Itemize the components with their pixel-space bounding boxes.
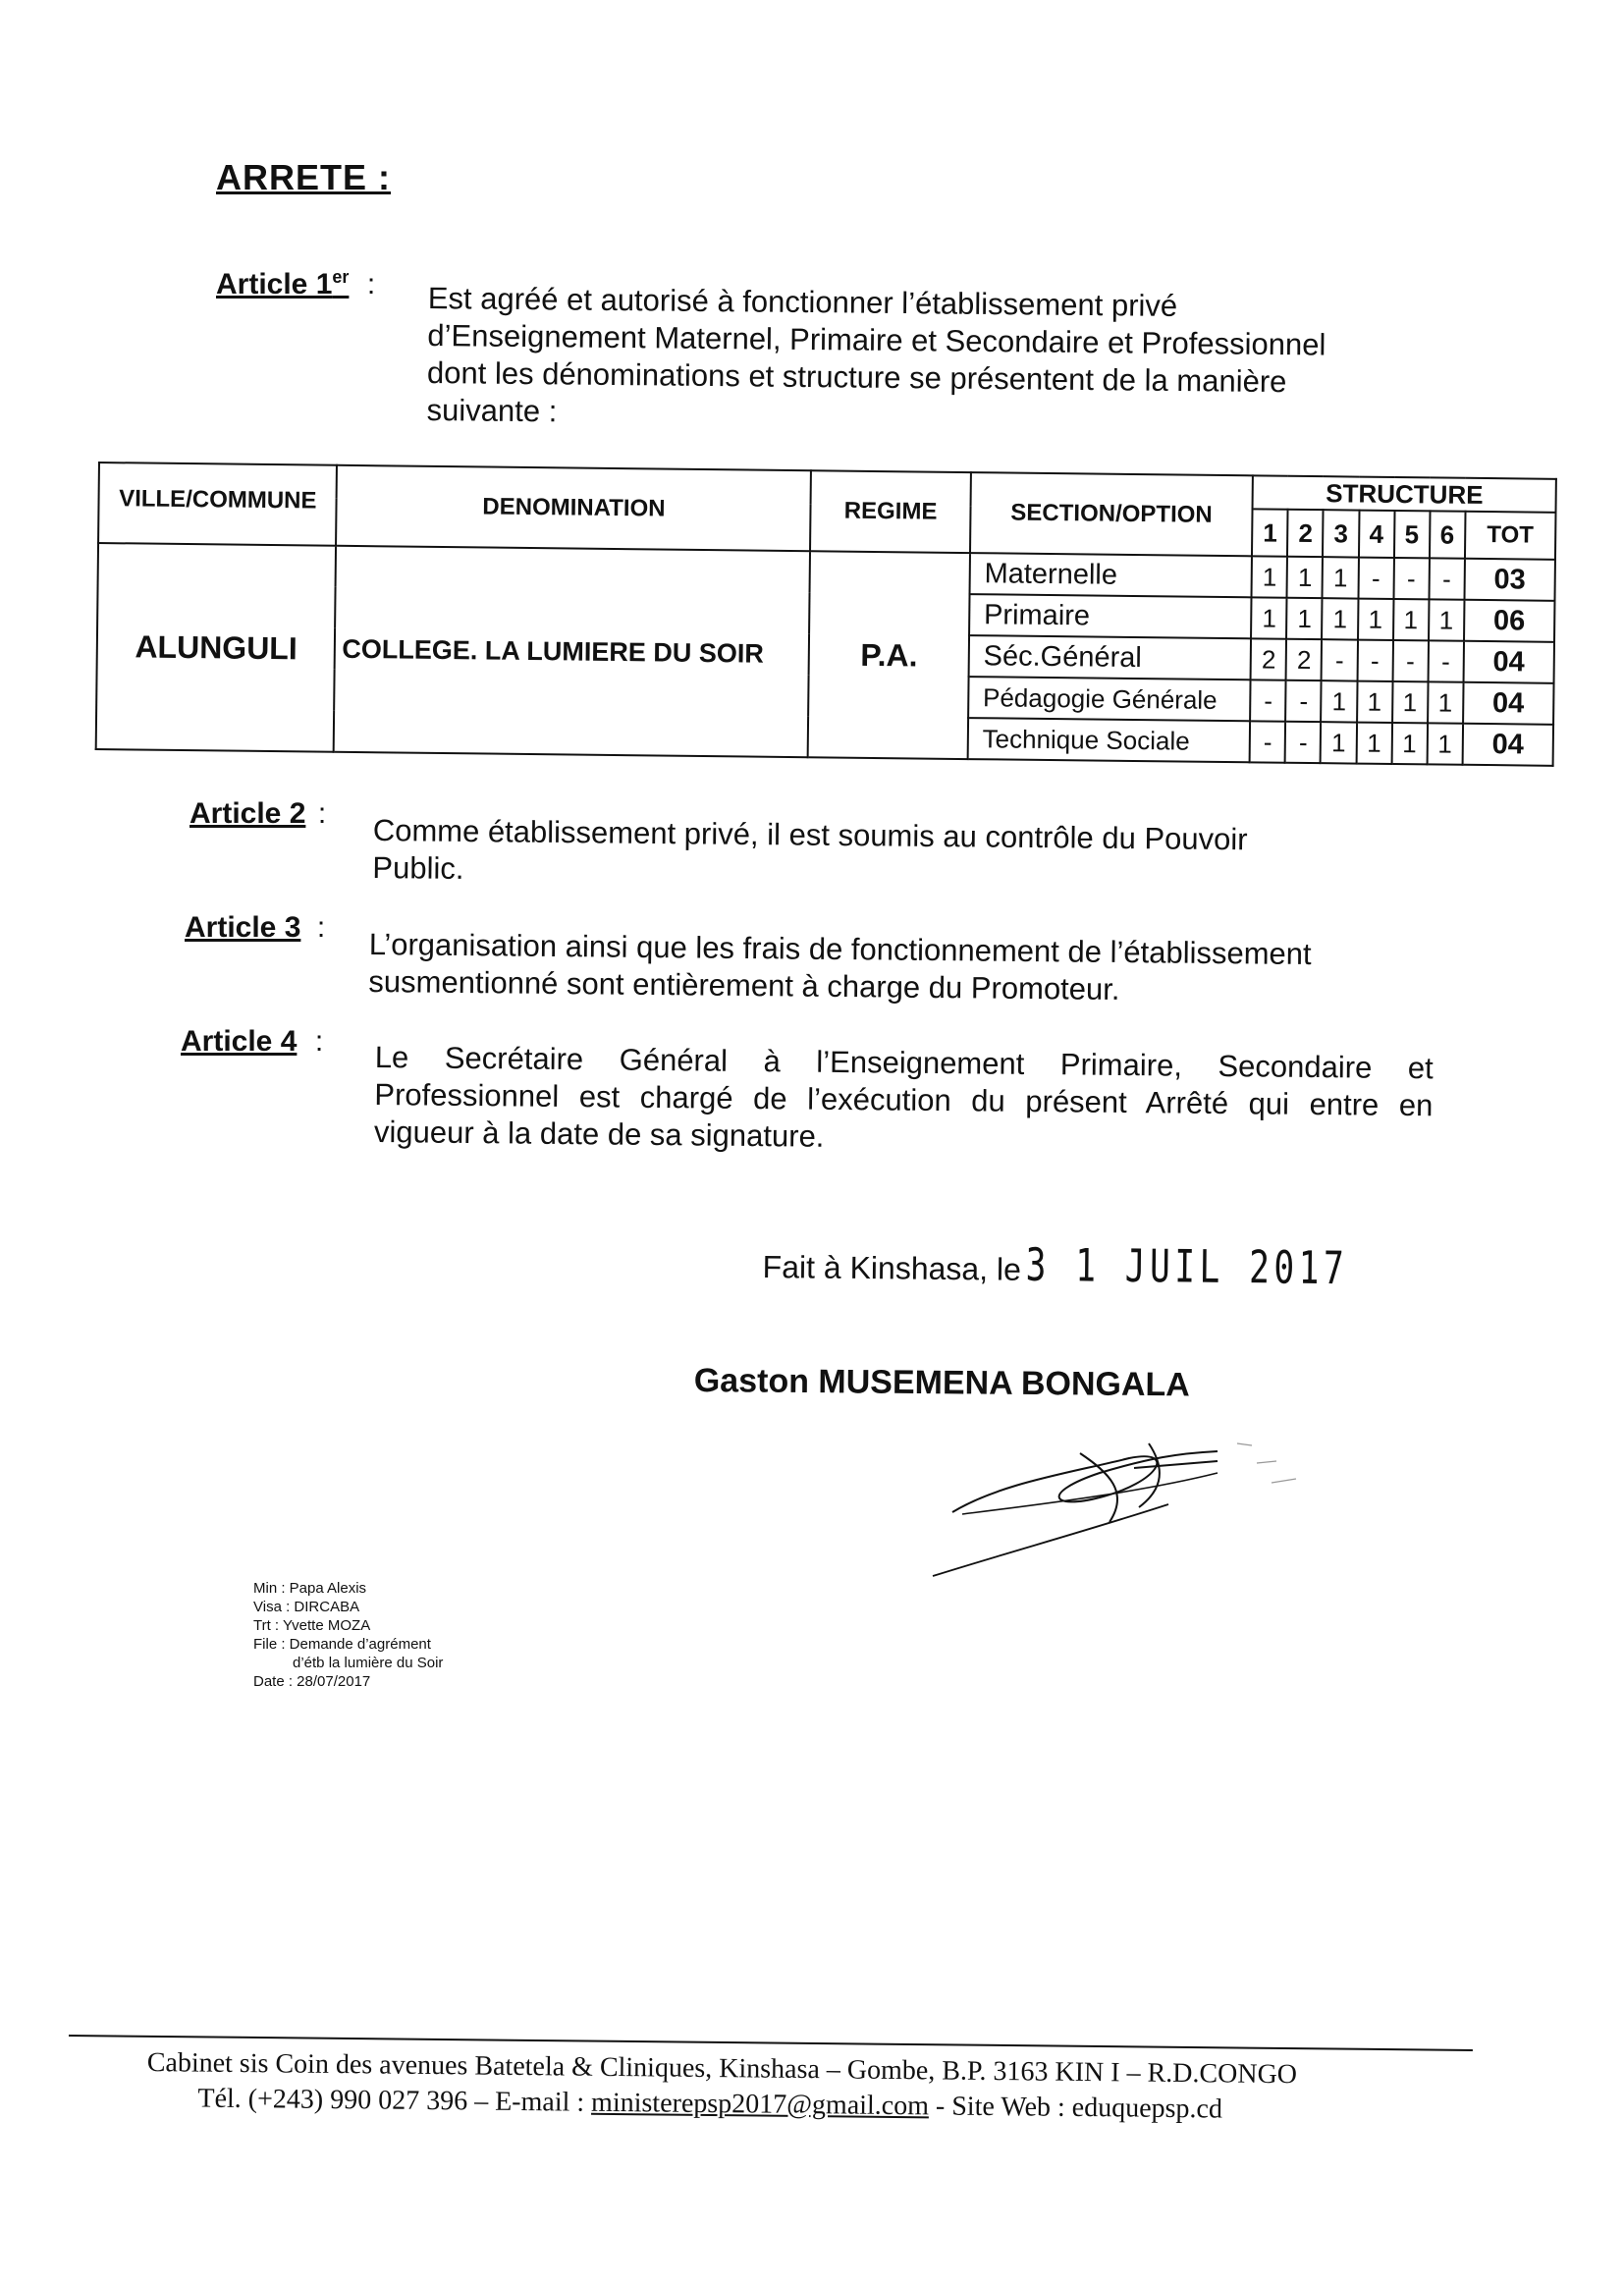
ville-cell: ALUNGULI	[96, 543, 337, 752]
handwritten-signature	[923, 1414, 1434, 1591]
structure-cell: -	[1392, 640, 1429, 681]
footer-address: Cabinet sis Coin des avenues Batetela & Cliniques, Kinshasa – Gombe, B.P. 3163 KIN I – R.D.CONGO	[146, 2047, 1298, 2091]
footer-email-link[interactable]: ministerepsp2017@gmail.com	[590, 2087, 930, 2122]
structure-cell: -	[1358, 558, 1394, 599]
regime-cell: P.A.	[808, 551, 970, 759]
option-cell: Pédagogie Générale	[968, 677, 1251, 721]
option-cell: Primaire	[969, 594, 1252, 638]
structure-cell: -	[1250, 680, 1286, 721]
col-header-regime: REGIME	[810, 470, 970, 553]
total-cell: 06	[1464, 600, 1555, 642]
denomination-cell: COLLEGE. LA LUMIERE DU SOIR	[334, 546, 810, 757]
col-header-structure: STRUCTURE	[1253, 475, 1556, 512]
col-header-ville: VILLE/COMMUNE	[98, 462, 337, 546]
structure-cell: -	[1285, 722, 1322, 763]
article-1-label: Article 1er :	[216, 267, 376, 300]
total-cell: 04	[1463, 641, 1554, 683]
col-header-section: SECTION/OPTION	[970, 472, 1253, 556]
structure-cell: 1	[1428, 681, 1464, 723]
structure-cell: -	[1428, 640, 1464, 681]
footer	[146, 2045, 1297, 2128]
option-cell: Maternelle	[969, 553, 1252, 597]
structure-cell: 1	[1358, 599, 1394, 640]
date-stamp: 3 1 JUIL 2017	[1025, 1237, 1349, 1295]
structure-cell: 2	[1251, 638, 1287, 680]
structure-cell: 1	[1286, 598, 1323, 639]
structure-cell: 1	[1323, 557, 1359, 598]
signer-name: Gaston MUSEMENA BONGALA	[693, 1362, 1190, 1404]
structure-table	[95, 462, 1557, 767]
footer-phone: Tél. (+243) 990 027 396 – E-mail :	[197, 2083, 592, 2118]
article-3-text: L’organisation ainsi que les frais de fonctionnement de l’établissement susmentionné sont entièrement à charge du Promoteur.	[368, 926, 1312, 1007]
col-header-5: 5	[1394, 511, 1431, 558]
structure-cell: 1	[1391, 723, 1428, 764]
structure-cell: -	[1250, 721, 1286, 762]
total-cell: 03	[1464, 559, 1555, 601]
document-heading: ARRETE :	[216, 157, 391, 197]
structure-cell: -	[1357, 640, 1393, 681]
article-4-label: Article 4 :	[181, 1025, 324, 1058]
structure-cell: 1	[1287, 557, 1324, 598]
article-2-label: Article 2 :	[189, 797, 327, 830]
structure-cell: -	[1429, 558, 1465, 599]
col-header-4: 4	[1359, 511, 1395, 558]
col-header-1: 1	[1252, 509, 1288, 556]
structure-cell: 1	[1357, 681, 1393, 723]
total-cell: 04	[1462, 724, 1553, 766]
structure-cell: -	[1322, 639, 1358, 680]
footer-website: - Site Web : eduquepsp.cd	[928, 2091, 1223, 2125]
structure-cell: 1	[1427, 723, 1463, 764]
structure-cell: 1	[1252, 556, 1288, 597]
structure-cell: 1	[1392, 681, 1429, 723]
structure-cell: 1	[1321, 722, 1357, 763]
article-2-text: Comme établissement privé, il est soumis au contrôle du Pouvoir Public.	[372, 812, 1248, 886]
option-cell: Séc.Général	[968, 635, 1251, 680]
structure-cell: 2	[1286, 639, 1323, 680]
article-1-text: Est agréé et autorisé à fonctionner l’établissement privé d’Enseignement Maternel, Primaire et Secondaire et Professionnel dont les dénominations et structure se présentent de la manière suivante :	[426, 280, 1326, 429]
structure-cell: 1	[1393, 599, 1430, 640]
structure-cell: 1	[1251, 597, 1287, 638]
structure-cell: 1	[1323, 598, 1359, 639]
total-cell: 04	[1463, 682, 1554, 725]
article-4-text: Le Secrétaire Général à l’Enseignement Primaire, Secondaire et Professionnel est chargé de l’exécution du présent Arrêté qui entre en vigueur à la date de sa signature.	[373, 1040, 1434, 1154]
article-3-label: Article 3 :	[185, 911, 326, 944]
structure-cell: 1	[1356, 723, 1392, 764]
structure-cell: 1	[1322, 680, 1358, 722]
fait-a-line: Fait à Kinshasa, le 3 1 JUIL 2017	[762, 1237, 1349, 1295]
col-header-3: 3	[1323, 510, 1359, 557]
reference-block: Min : Papa Alexis Visa : DIRCABA Trt : Yvette MOZA File : Demande d’agrément d’étb la lumière du Soir Date : 28/07/2017	[253, 1580, 444, 1690]
option-cell: Technique Sociale	[967, 718, 1250, 762]
structure-cell: -	[1393, 558, 1430, 599]
col-header-tot: TOT	[1465, 512, 1556, 560]
structure-cell: -	[1285, 680, 1322, 722]
col-header-2: 2	[1287, 510, 1324, 557]
col-header-6: 6	[1430, 511, 1466, 558]
col-header-denomination: DENOMINATION	[337, 465, 812, 551]
structure-cell: 1	[1429, 599, 1465, 640]
